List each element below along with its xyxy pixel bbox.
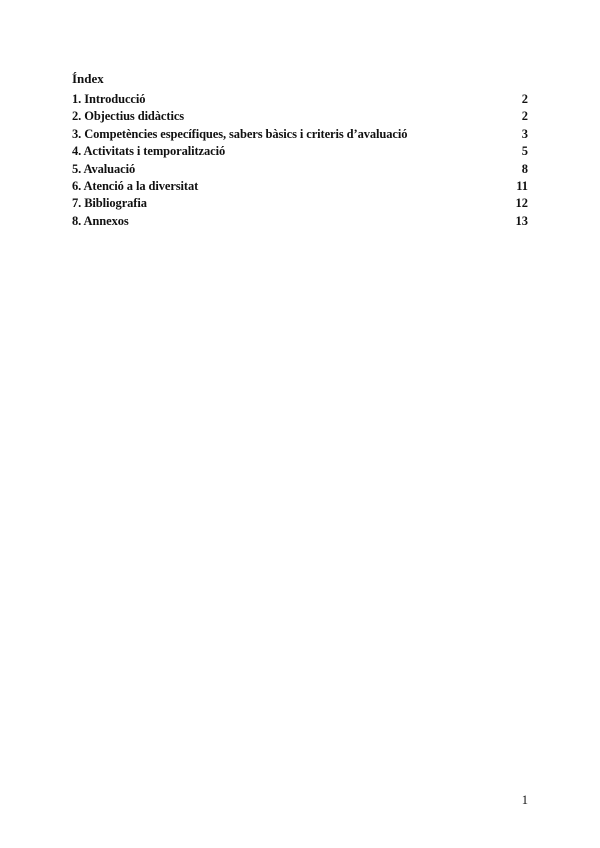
toc-list: [72, 91, 528, 230]
toc-entry-label: 3. Competències específiques, sabers bàsics i criteris d’avaluació: [72, 126, 408, 141]
toc-entry[interactable]: [72, 213, 528, 230]
toc-entry-page: 11: [516, 178, 528, 193]
toc-entry[interactable]: [72, 108, 528, 125]
toc-entry[interactable]: [72, 91, 528, 108]
toc-entry-label: 4. Activitats i temporalització: [72, 144, 226, 159]
toc-title: Índex: [72, 71, 104, 86]
toc-entry-label: 5. Avaluació: [72, 161, 136, 176]
page-number: 1: [521, 793, 528, 807]
toc-entry[interactable]: [72, 178, 528, 195]
toc-entry[interactable]: [72, 126, 528, 143]
toc-entry-page: 3: [521, 126, 528, 141]
toc-entry-page: 2: [521, 109, 528, 124]
toc-entry-page: 12: [515, 196, 528, 211]
toc-entry[interactable]: [72, 143, 528, 160]
toc-entry-page: 8: [521, 161, 528, 176]
toc-entry-label: 2. Objectius didàctics: [72, 109, 185, 124]
toc-entry-label: 1. Introducció: [72, 92, 146, 106]
toc-entry[interactable]: [72, 161, 528, 178]
toc-entry-page: 13: [515, 213, 528, 228]
toc-entry-page: 5: [521, 144, 528, 159]
toc-entry-page: 2: [521, 92, 528, 106]
toc-entry-label: 6. Atenció a la diversitat: [72, 178, 199, 193]
toc-entry-label: 8. Annexos: [72, 213, 129, 228]
toc-entry[interactable]: [72, 195, 528, 212]
toc-entry-label: 7. Bibliografia: [72, 196, 147, 211]
